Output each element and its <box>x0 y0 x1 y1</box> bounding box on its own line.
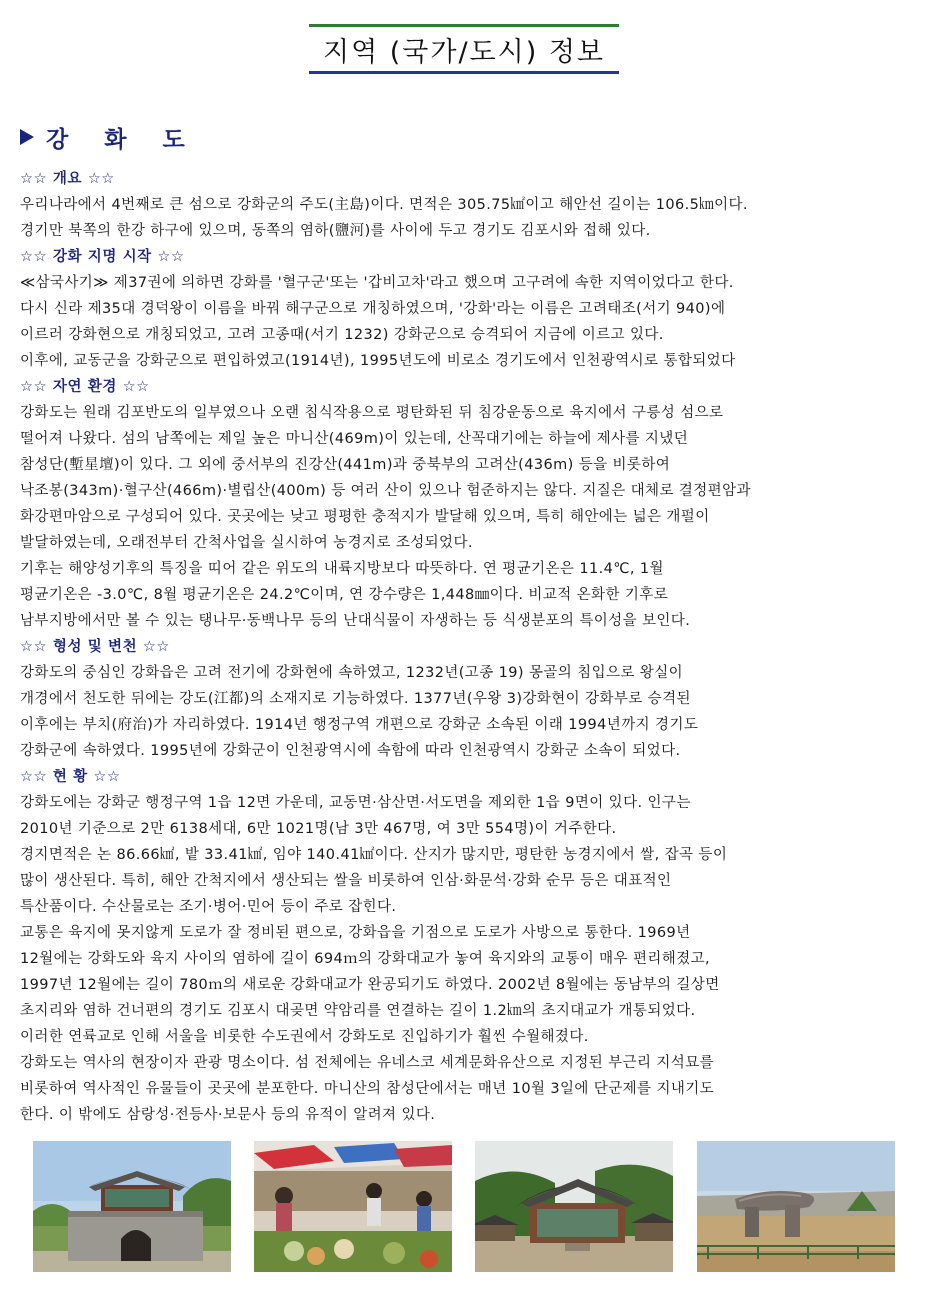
paragraph-line: 남부지방에서만 볼 수 있는 탱나무·동백나무 등의 난대식물이 자생하는 등 식생분포의 특이성을 보인다. <box>20 613 691 629</box>
subsection-heading: ☆☆ 자연 환경 ☆☆ <box>20 379 150 395</box>
paragraph-line: 낙조봉(343m)·혈구산(466m)·별립산(400m) 등 여러 산이 있으나 험준하지는 않다. 지질은 대체로 결정편암과 <box>20 483 751 499</box>
paragraph-line: 떨어져 나왔다. 섬의 남쪽에는 제일 높은 마니산(469m)이 있는데, 산꼭대기에는 하늘에 제사를 지냈던 <box>20 431 689 447</box>
section-heading <box>20 122 199 152</box>
photo-strip <box>33 1141 895 1272</box>
photo-temple <box>475 1141 673 1272</box>
article-body <box>20 166 912 1128</box>
paragraph-line: 경지면적은 논 86.66㎢, 밭 33.41㎢, 임야 140.41㎢이다. 산지가 많지만, 평탄한 농경지에서 쌀, 잡곡 등이 <box>20 847 728 863</box>
title-box <box>309 24 619 74</box>
paragraph-line: 초지리와 염하 건너편의 경기도 김포시 대곶면 약암리를 연결하는 길이 1.2㎞의 초지대교가 개통되었다. <box>20 1003 696 1019</box>
paragraph-line: 교통은 육지에 못지않게 도로가 잘 정비된 편으로, 강화읍을 기점으로 도로가 사방으로 통한다. 1969년 <box>20 925 691 941</box>
paragraph-line: 다시 신라 제35대 경덕왕이 이름을 바꿔 해구군으로 개칭하였으며, '강화'라는 이름은 고려태조(서기 940)에 <box>20 301 726 317</box>
paragraph-line: 비롯하여 역사적인 유물들이 곳곳에 분포한다. 마니산의 참성단에서는 매년 10월 3일에 단군제를 지내기도 <box>20 1081 715 1097</box>
paragraph-line: 화강편마암으로 구성되어 있다. 곳곳에는 낮고 평평한 충적지가 발달해 있으며, 특히 해안에는 넓은 개펄이 <box>20 509 710 525</box>
photo-fortress-gate <box>33 1141 231 1272</box>
paragraph-line: 이르러 강화현으로 개칭되었고, 고려 고종때(서기 1232) 강화군으로 승격되어 지금에 이르고 있다. <box>20 327 664 343</box>
paragraph-line: 이러한 연륙교로 인해 서울을 비롯한 수도권에서 강화도로 진입하기가 훨씬 수월해졌다. <box>20 1029 589 1045</box>
paragraph-line: 우리나라에서 4번째로 큰 섬으로 강화군의 주도(主島)이다. 면적은 305.75㎢이고 해안선 길이는 106.5㎞이다. <box>20 197 748 213</box>
section-name: 강 화 도 <box>46 126 199 153</box>
paragraph-line: 2010년 기준으로 2만 6138세대, 6만 1021명(남 3만 467명, 여 3만 554명)이 거주한다. <box>20 821 617 837</box>
paragraph-line: 기후는 해양성기후의 특징을 띠어 같은 위도의 내륙지방보다 따뜻하다. 연 평균기온은 11.4℃, 1월 <box>20 561 664 577</box>
paragraph-line: 이후에는 부치(府治)가 자리하였다. 1914년 행정구역 개편으로 강화군 소속된 이래 1994년까지 경기도 <box>20 717 699 733</box>
triangle-bullet-icon <box>20 129 34 145</box>
paragraph-line: 특산품이다. 수산물로는 조기·병어·민어 등이 주로 잡힌다. <box>20 899 397 915</box>
paragraph-line: 강화도의 중심인 강화읍은 고려 전기에 강화현에 속하였고, 1232년(고종 19) 몽골의 침입으로 왕실이 <box>20 665 684 681</box>
paragraph-line: 개경에서 천도한 뒤에는 강도(江都)의 소재지로 기능하였다. 1377년(우왕 3)강화현이 강화부로 승격된 <box>20 691 691 707</box>
paragraph-line: 한다. 이 밖에도 삼랑성·전등사·보문사 등의 유적이 알려져 있다. <box>20 1107 436 1123</box>
paragraph-line: 평균기온은 -3.0℃, 8월 평균기온은 24.2℃이며, 연 강수량은 1,448㎜이다. 비교적 온화한 기후로 <box>20 587 669 603</box>
photo-market <box>254 1141 452 1272</box>
paragraph-line: 강화도에는 강화군 행정구역 1읍 12면 가운데, 교동면·삼산면·서도면을 제외한 1읍 9면이 있다. 인구는 <box>20 795 691 811</box>
subsection-heading: ☆☆ 현 황 ☆☆ <box>20 769 121 785</box>
paragraph-line: 12월에는 강화도와 육지 사이의 염하에 길이 694ｍ의 강화대교가 놓여 육지와의 교통이 매우 편리해졌고, <box>20 951 711 967</box>
photo-dolmen <box>697 1141 895 1272</box>
paragraph-line: 강화도는 역사의 현장이자 관광 명소이다. 섬 전체에는 유네스코 세계문화유산으로 지정된 부근리 지석묘를 <box>20 1055 715 1071</box>
paragraph-line: 이후에, 교동군을 강화군으로 편입하였고(1914년), 1995년도에 비로소 경기도에서 인천광역시로 통합되었다 <box>20 353 736 369</box>
page-title: 지역 (국가/도시) 정보 <box>323 36 605 68</box>
paragraph-line: 많이 생산된다. 특히, 해안 간척지에서 생산되는 쌀을 비롯하여 인삼·화문석·강화 순무 등은 대표적인 <box>20 873 672 889</box>
paragraph-line: ≪삼국사기≫ 제37권에 의하면 강화를 '혈구군'또는 '갑비고차'라고 했으며 고구려에 속한 지역이었다고 한다. <box>20 275 734 291</box>
subsection-heading: ☆☆ 개요 ☆☆ <box>20 171 115 187</box>
paragraph-line: 강화도는 원래 김포반도의 일부였으나 오랜 침식작용으로 평탄화된 뒤 침강운동으로 육지에서 구릉성 섬으로 <box>20 405 724 421</box>
paragraph-line: 1997년 12월에는 길이 780ｍ의 새로운 강화대교가 완공되기도 하였다. 2002년 8월에는 동남부의 길상면 <box>20 977 720 993</box>
paragraph-line: 발달하였는데, 오래전부터 간척사업을 실시하여 농경지로 조성되었다. <box>20 535 473 551</box>
paragraph-line: 경기만 북쪽의 한강 하구에 있으며, 동쪽의 염하(鹽河)를 사이에 두고 경기도 김포시와 접해 있다. <box>20 223 651 239</box>
paragraph-line: 강화군에 속하였다. 1995년에 강화군이 인천광역시에 속함에 따라 인천광역시 강화군 소속이 되었다. <box>20 743 681 759</box>
paragraph-line: 참성단(塹星壇)이 있다. 그 외에 중서부의 진강산(441m)과 중북부의 고려산(436m) 등을 비롯하여 <box>20 457 671 473</box>
subsection-heading: ☆☆ 강화 지명 시작 ☆☆ <box>20 249 185 265</box>
subsection-heading: ☆☆ 형성 및 변천 ☆☆ <box>20 639 171 655</box>
